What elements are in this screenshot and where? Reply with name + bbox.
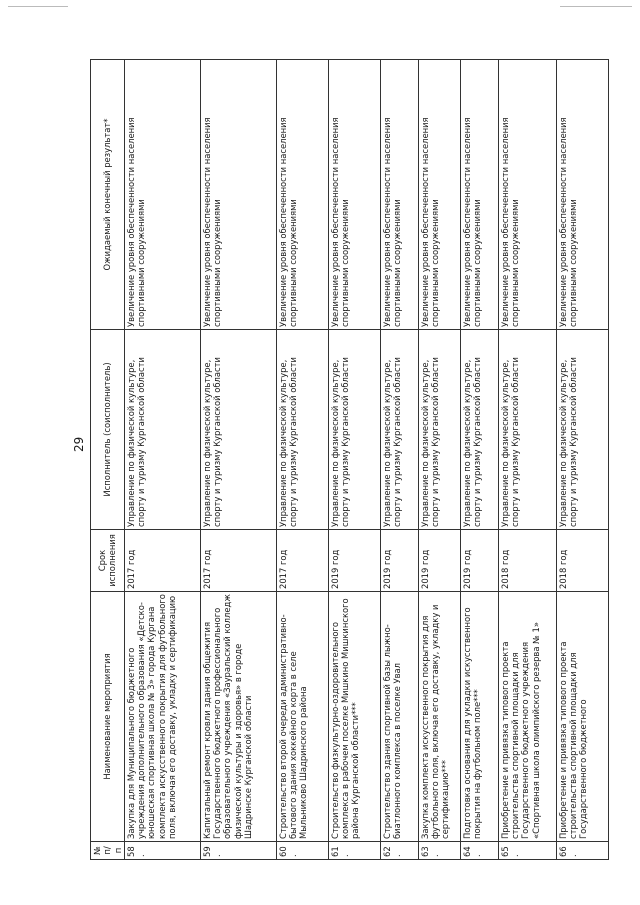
executor: Управление по физической культуре, спорту и туризму Курганской области — [460, 330, 498, 530]
executor: Управление по физической культуре, спорту и туризму Курганской области — [200, 330, 276, 530]
executor: Управление по физической культуре, спорту и туризму Курганской области — [124, 330, 200, 530]
row-number: 58. — [124, 842, 200, 860]
expected-result: Увеличение уровня обеспеченности населения спортивными сооружениями — [328, 60, 380, 330]
deadline: 2019 год — [328, 530, 380, 592]
header-expected-result: Ожидаемый конечный результат* — [91, 60, 125, 330]
activities-table — [90, 59, 609, 860]
header-executor: Исполнитель (соисполнитель) — [91, 330, 125, 530]
table-row — [276, 60, 328, 860]
table-row — [124, 60, 200, 860]
document-sheet — [90, 60, 600, 860]
expected-result: Увеличение уровня обеспеченности населения спортивными сооружениями — [418, 60, 460, 330]
expected-result: Увеличение уровня обеспеченности населения спортивными сооружениями — [380, 60, 418, 330]
executor: Управление по физической культуре, спорту и туризму Курганской области — [380, 330, 418, 530]
table-row — [380, 60, 418, 860]
expected-result: Увеличение уровня обеспеченности населения спортивными сооружениями — [276, 60, 328, 330]
executor: Управление по физической культуре, спорту и туризму Курганской области — [276, 330, 328, 530]
row-number: 62. — [380, 842, 418, 860]
scan-artifact-line — [560, 6, 632, 7]
row-number: 66. — [556, 842, 608, 860]
activity-name: Строительство физкультурно-оздоровительного комплекса в рабочем поселке Мишкино Мишкинского района Курганской области*** — [328, 592, 380, 842]
activity-name: Строительство здания спортивной базы лыжно-биатлонного комплекса в поселке Увал — [380, 592, 418, 842]
table-row — [200, 60, 276, 860]
expected-result: Увеличение уровня обеспеченности населения спортивными сооружениями — [200, 60, 276, 330]
header-deadline: Срок исполнения — [91, 530, 125, 592]
deadline: 2019 год — [418, 530, 460, 592]
row-number: 59. — [200, 842, 276, 860]
activity-name: Приобретение и привязка типового проекта строительства спортивной площадки для Государственного бюджетного учреждения «Спортивная школа олимпийского резерва № 1» — [498, 592, 556, 842]
activity-name: Приобретение и привязка типового проекта строительства спортивной площадки для Государственного бюджетного — [556, 592, 608, 842]
header-activity-name: Наименование мероприятия — [91, 592, 125, 842]
deadline: 2018 год — [498, 530, 556, 592]
expected-result: Увеличение уровня обеспеченности населения спортивными сооружениями — [498, 60, 556, 330]
executor: Управление по физической культуре, спорту и туризму Курганской области — [328, 330, 380, 530]
row-number: 64. — [460, 842, 498, 860]
table-row — [498, 60, 556, 860]
executor: Управление по физической культуре, спорту и туризму Курганской области — [556, 330, 608, 530]
activity-name: Подготовка основания для укладки искусственного покрытия на футбольном поле*** — [460, 592, 498, 842]
activity-name: Закупка для Муниципального бюджетного учреждения дополнительного образования «Детско-юношеская спортивная школа № 3» города Кургана комплекта искусственного покрытия для футбольного поля, включая его доставку, укладку и сертификацию — [124, 592, 200, 842]
row-number: 65. — [498, 842, 556, 860]
executor: Управление по физической культуре, спорту и туризму Курганской области — [498, 330, 556, 530]
scan-artifact-line — [8, 6, 68, 7]
expected-result: Увеличение уровня обеспеченности населения спортивными сооружениями — [124, 60, 200, 330]
table-row — [460, 60, 498, 860]
expected-result: Увеличение уровня обеспеченности населения спортивными сооружениями — [460, 60, 498, 330]
executor: Управление по физической культуре, спорту и туризму Курганской области — [418, 330, 460, 530]
deadline: 2017 год — [124, 530, 200, 592]
deadline: 2019 год — [380, 530, 418, 592]
activity-name: Капитальный ремонт кровли здания общежития Государственного бюджетного профессионального образовательного учреждения «Зауральский колледж физической культуры и здоровья» в городе Шадринске Курганской области — [200, 592, 276, 842]
page-number: 29 — [72, 436, 86, 452]
activity-name: Закупка комплекта искусственного покрытия для футбольного поля, включая его доставку, укладку и сертификацию*** — [418, 592, 460, 842]
table-row — [556, 60, 608, 860]
row-number: 63. — [418, 842, 460, 860]
table-row — [418, 60, 460, 860]
expected-result: Увеличение уровня обеспеченности населения спортивными сооружениями — [556, 60, 608, 330]
deadline: 2018 год — [556, 530, 608, 592]
header-number: № п/п — [91, 842, 125, 860]
table-row — [328, 60, 380, 860]
row-number: 61. — [328, 842, 380, 860]
deadline: 2017 год — [200, 530, 276, 592]
table-header-row — [91, 60, 125, 860]
activity-name: Строительство второй очереди административно-бытового здания хоккейного корта в селе Мыльниково Шадринского района — [276, 592, 328, 842]
deadline: 2019 год — [460, 530, 498, 592]
row-number: 60. — [276, 842, 328, 860]
deadline: 2017 год — [276, 530, 328, 592]
